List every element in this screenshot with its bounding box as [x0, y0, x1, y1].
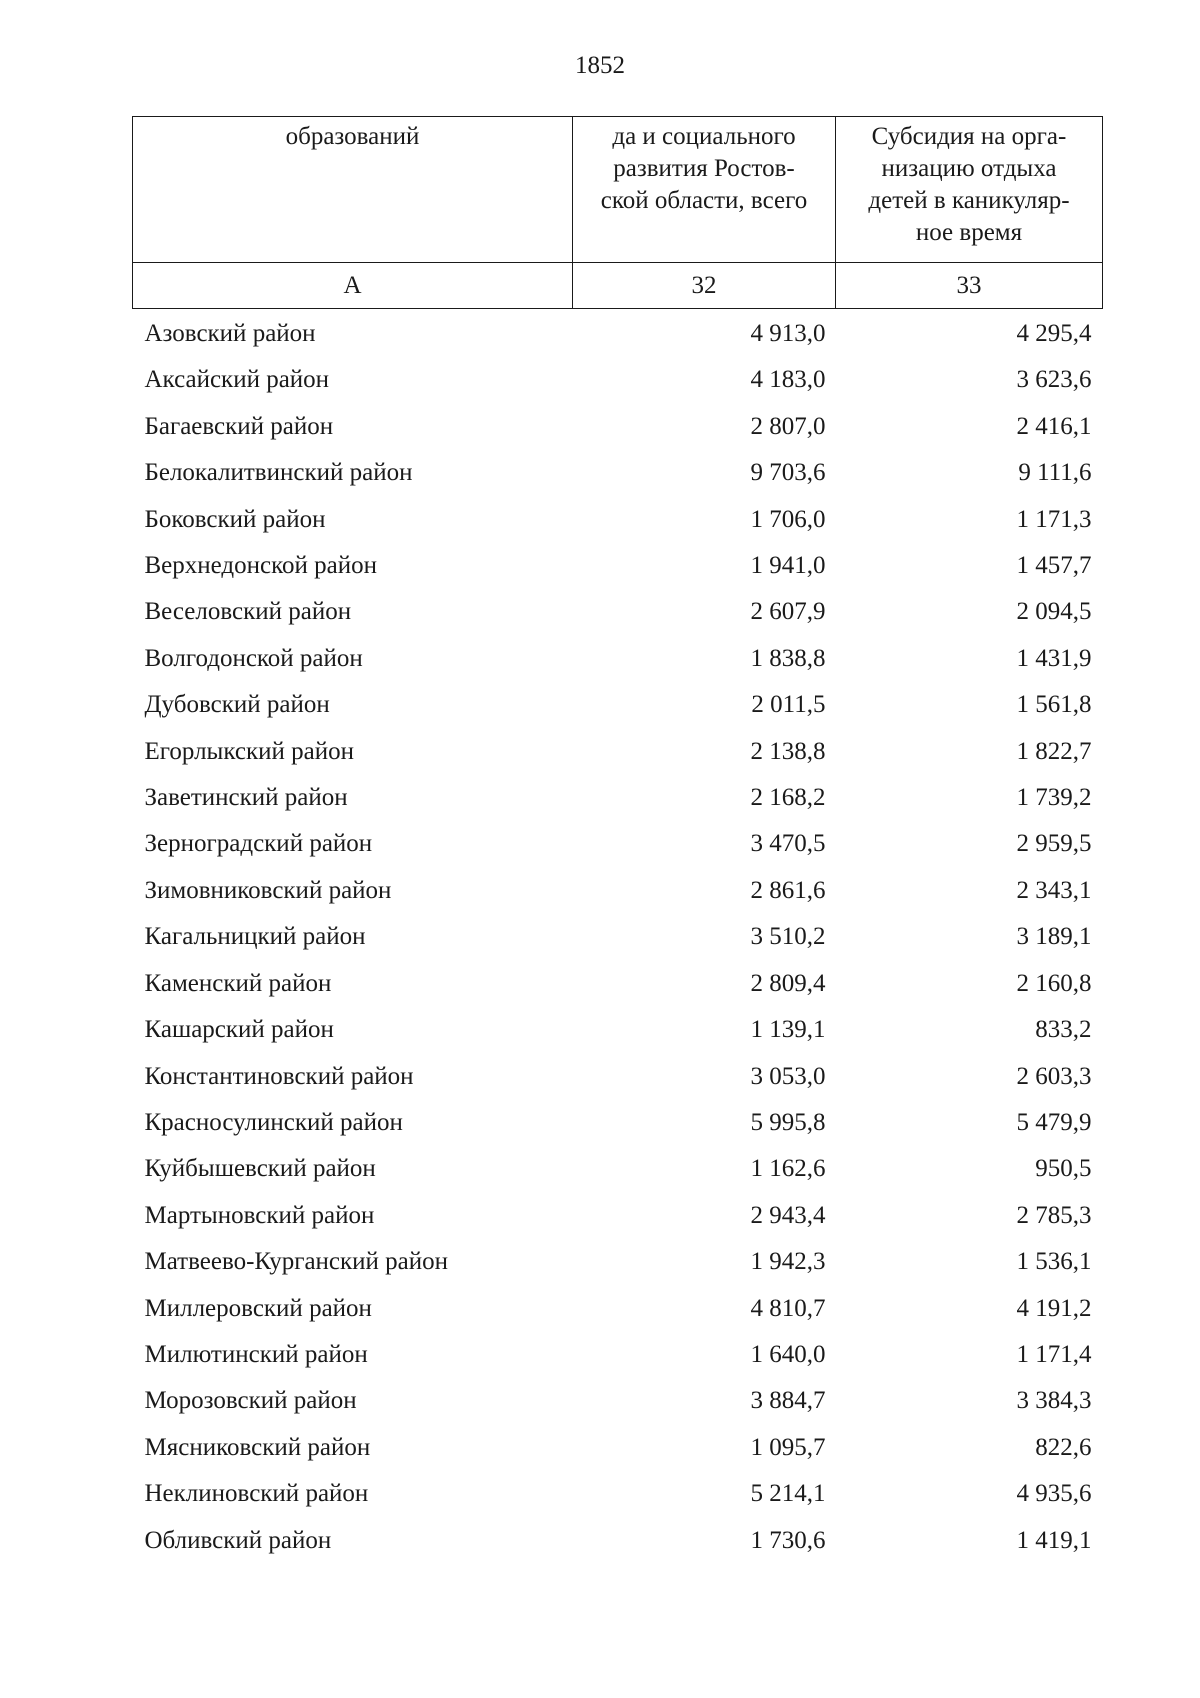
table-row: [133, 1239, 1103, 1285]
table-row: [133, 775, 1103, 821]
subsidy-value: 950,5: [1035, 1155, 1092, 1183]
subsidy-value: 1 431,9: [1016, 644, 1092, 672]
total-value: 2 943,4: [750, 1201, 826, 1229]
table-row: [133, 450, 1103, 496]
district-name: Мартыновский район: [144, 1201, 375, 1229]
header-subsidy-line: Субсидия на орга-: [871, 123, 1067, 150]
total-value: 1 640,0: [750, 1340, 826, 1368]
subsidy-value: 3 623,6: [1016, 366, 1092, 394]
table-row: [133, 1471, 1103, 1517]
subsidy-value: 3 189,1: [1016, 923, 1092, 951]
district-name: Кашарский район: [144, 1016, 334, 1044]
subsidy-value: 9 111,6: [1018, 459, 1092, 487]
district-name: Волгодонской район: [144, 644, 363, 672]
district-name: Константиновский район: [144, 1062, 414, 1090]
subsidy-value: 5 479,9: [1016, 1108, 1092, 1136]
subsidy-value: 833,2: [1035, 1016, 1092, 1044]
district-name: Боковский район: [144, 505, 326, 533]
total-value: 5 995,8: [750, 1108, 826, 1136]
subsidy-value: 1 171,3: [1016, 505, 1092, 533]
total-value: 2 809,4: [750, 969, 826, 997]
district-name: Морозовский район: [144, 1387, 357, 1415]
district-name: Зерноградский район: [144, 830, 373, 858]
header-subsidy-line: низацию отдыха: [881, 155, 1057, 182]
total-value: 2 011,5: [751, 691, 826, 719]
header-subsidy: [836, 117, 1103, 263]
total-value: 4 810,7: [750, 1294, 826, 1322]
district-name: Дубовский район: [144, 691, 330, 719]
table-row: [133, 1054, 1103, 1100]
subsidy-value: 4 295,4: [1016, 320, 1092, 347]
total-value: 4 183,0: [750, 366, 826, 394]
table-row: [133, 636, 1103, 682]
table-row: [133, 729, 1103, 775]
total-value: 1 942,3: [750, 1248, 826, 1276]
district-name: Егорлыкский район: [144, 737, 354, 765]
subsidy-value: 3 384,3: [1016, 1387, 1092, 1415]
district-name: Милютинский район: [144, 1340, 368, 1368]
district-name: Куйбышевский район: [144, 1155, 376, 1183]
table-row: [133, 821, 1103, 867]
subsidy-value: 2 959,5: [1016, 830, 1092, 858]
total-value: 1 095,7: [750, 1433, 826, 1461]
district-name: Неклиновский район: [144, 1480, 369, 1508]
table-row: [133, 1518, 1103, 1564]
subsidy-value: 1 457,7: [1016, 552, 1092, 580]
total-value: 9 703,6: [750, 459, 826, 487]
subsidy-value: 1 171,4: [1016, 1340, 1092, 1368]
district-name: Обливский район: [144, 1526, 332, 1554]
header-subsidy-line: ное время: [915, 219, 1023, 246]
total-value: 1 706,0: [750, 505, 826, 533]
total-value: 1 162,6: [750, 1155, 826, 1183]
table-row: [133, 868, 1103, 914]
table-row: [133, 1378, 1103, 1424]
table-row: [133, 1332, 1103, 1378]
subsidy-value: 1 419,1: [1016, 1526, 1092, 1554]
total-value: 3 470,5: [750, 830, 826, 858]
district-name: Каменский район: [144, 969, 332, 997]
table-row: [133, 497, 1103, 543]
district-name: Багаевский район: [144, 412, 334, 440]
table-row: [133, 1286, 1103, 1332]
total-value: 5 214,1: [750, 1480, 826, 1508]
total-value: 2 807,0: [750, 412, 826, 440]
district-name: Белокалитвинский район: [144, 459, 413, 487]
total-value: 3 053,0: [750, 1062, 826, 1090]
subsidy-value: 4 935,6: [1016, 1480, 1092, 1508]
total-value: 3 884,7: [750, 1387, 826, 1415]
total-value: 2 138,8: [750, 737, 826, 765]
column-number: 32: [573, 263, 836, 309]
total-value: 3 510,2: [750, 923, 826, 951]
table-row: [133, 357, 1103, 403]
header-total: [573, 117, 836, 263]
header-municipality-label: образований: [285, 123, 420, 150]
table-row: [133, 311, 1103, 357]
subsidy-value: 2 343,1: [1016, 876, 1092, 904]
total-value: 2 861,6: [750, 876, 826, 904]
header-total-line: развития Ростов-: [613, 155, 795, 182]
total-value: 2 607,9: [750, 598, 826, 626]
table-row: [133, 1007, 1103, 1053]
table-row: [133, 914, 1103, 960]
table-header-row: [133, 117, 1103, 263]
subsidy-value: 1 536,1: [1016, 1248, 1092, 1276]
subsidy-value: 1 561,8: [1016, 691, 1092, 719]
table-row: [133, 543, 1103, 589]
subsidy-value: 1 739,2: [1016, 784, 1092, 812]
district-name: Верхнедонской район: [144, 552, 377, 580]
total-value: 1 730,6: [750, 1526, 826, 1554]
total-value: 1 838,8: [750, 644, 826, 672]
subsidy-value: 2 785,3: [1016, 1201, 1092, 1229]
table-row: [133, 1193, 1103, 1239]
district-name: Матвеево-Курганский район: [144, 1248, 449, 1276]
subsidy-value: 2 160,8: [1016, 969, 1092, 997]
district-name: Миллеровский район: [144, 1294, 372, 1322]
subsidy-value: 4 191,2: [1016, 1294, 1092, 1322]
subsidy-value: 2 603,3: [1016, 1062, 1092, 1090]
district-name: Веселовский район: [144, 598, 352, 626]
total-value: 1 941,0: [750, 552, 826, 580]
table-row: [133, 1146, 1103, 1192]
total-value: 1 139,1: [750, 1016, 826, 1044]
district-name: Аксайский район: [144, 366, 330, 394]
column-number: 33: [836, 263, 1103, 309]
subsidy-value: 1 822,7: [1016, 737, 1092, 765]
district-name: Кагальницкий район: [144, 923, 366, 951]
header-subsidy-line: детей в каникуляр-: [868, 187, 1070, 214]
budget-table: [132, 116, 1103, 1564]
table-row: [133, 1425, 1103, 1471]
header-municipality: [133, 117, 573, 263]
table-row: [133, 404, 1103, 450]
district-name: Мясниковский район: [144, 1433, 371, 1461]
subsidy-value: 822,6: [1035, 1433, 1092, 1461]
subsidy-value: 2 094,5: [1016, 598, 1092, 626]
page-number: 1852: [575, 52, 625, 79]
subsidy-value: 2 416,1: [1016, 412, 1092, 440]
district-name: Азовский район: [144, 320, 316, 347]
table-row: [133, 589, 1103, 635]
table-body: [133, 117, 1103, 1564]
total-value: 2 168,2: [750, 784, 826, 812]
header-total-line: да и социального: [612, 123, 796, 150]
district-name: Красносулинский район: [144, 1108, 403, 1136]
total-value: 4 913,0: [750, 320, 826, 347]
table-row: [133, 682, 1103, 728]
table-row: [133, 961, 1103, 1007]
column-number: А: [133, 263, 573, 309]
district-name: Зимовниковский район: [144, 876, 392, 904]
district-name: Заветинский район: [144, 784, 348, 812]
column-number-row: [133, 263, 1103, 309]
header-total-line: ской области, всего: [600, 187, 808, 214]
table-row: [133, 1100, 1103, 1146]
